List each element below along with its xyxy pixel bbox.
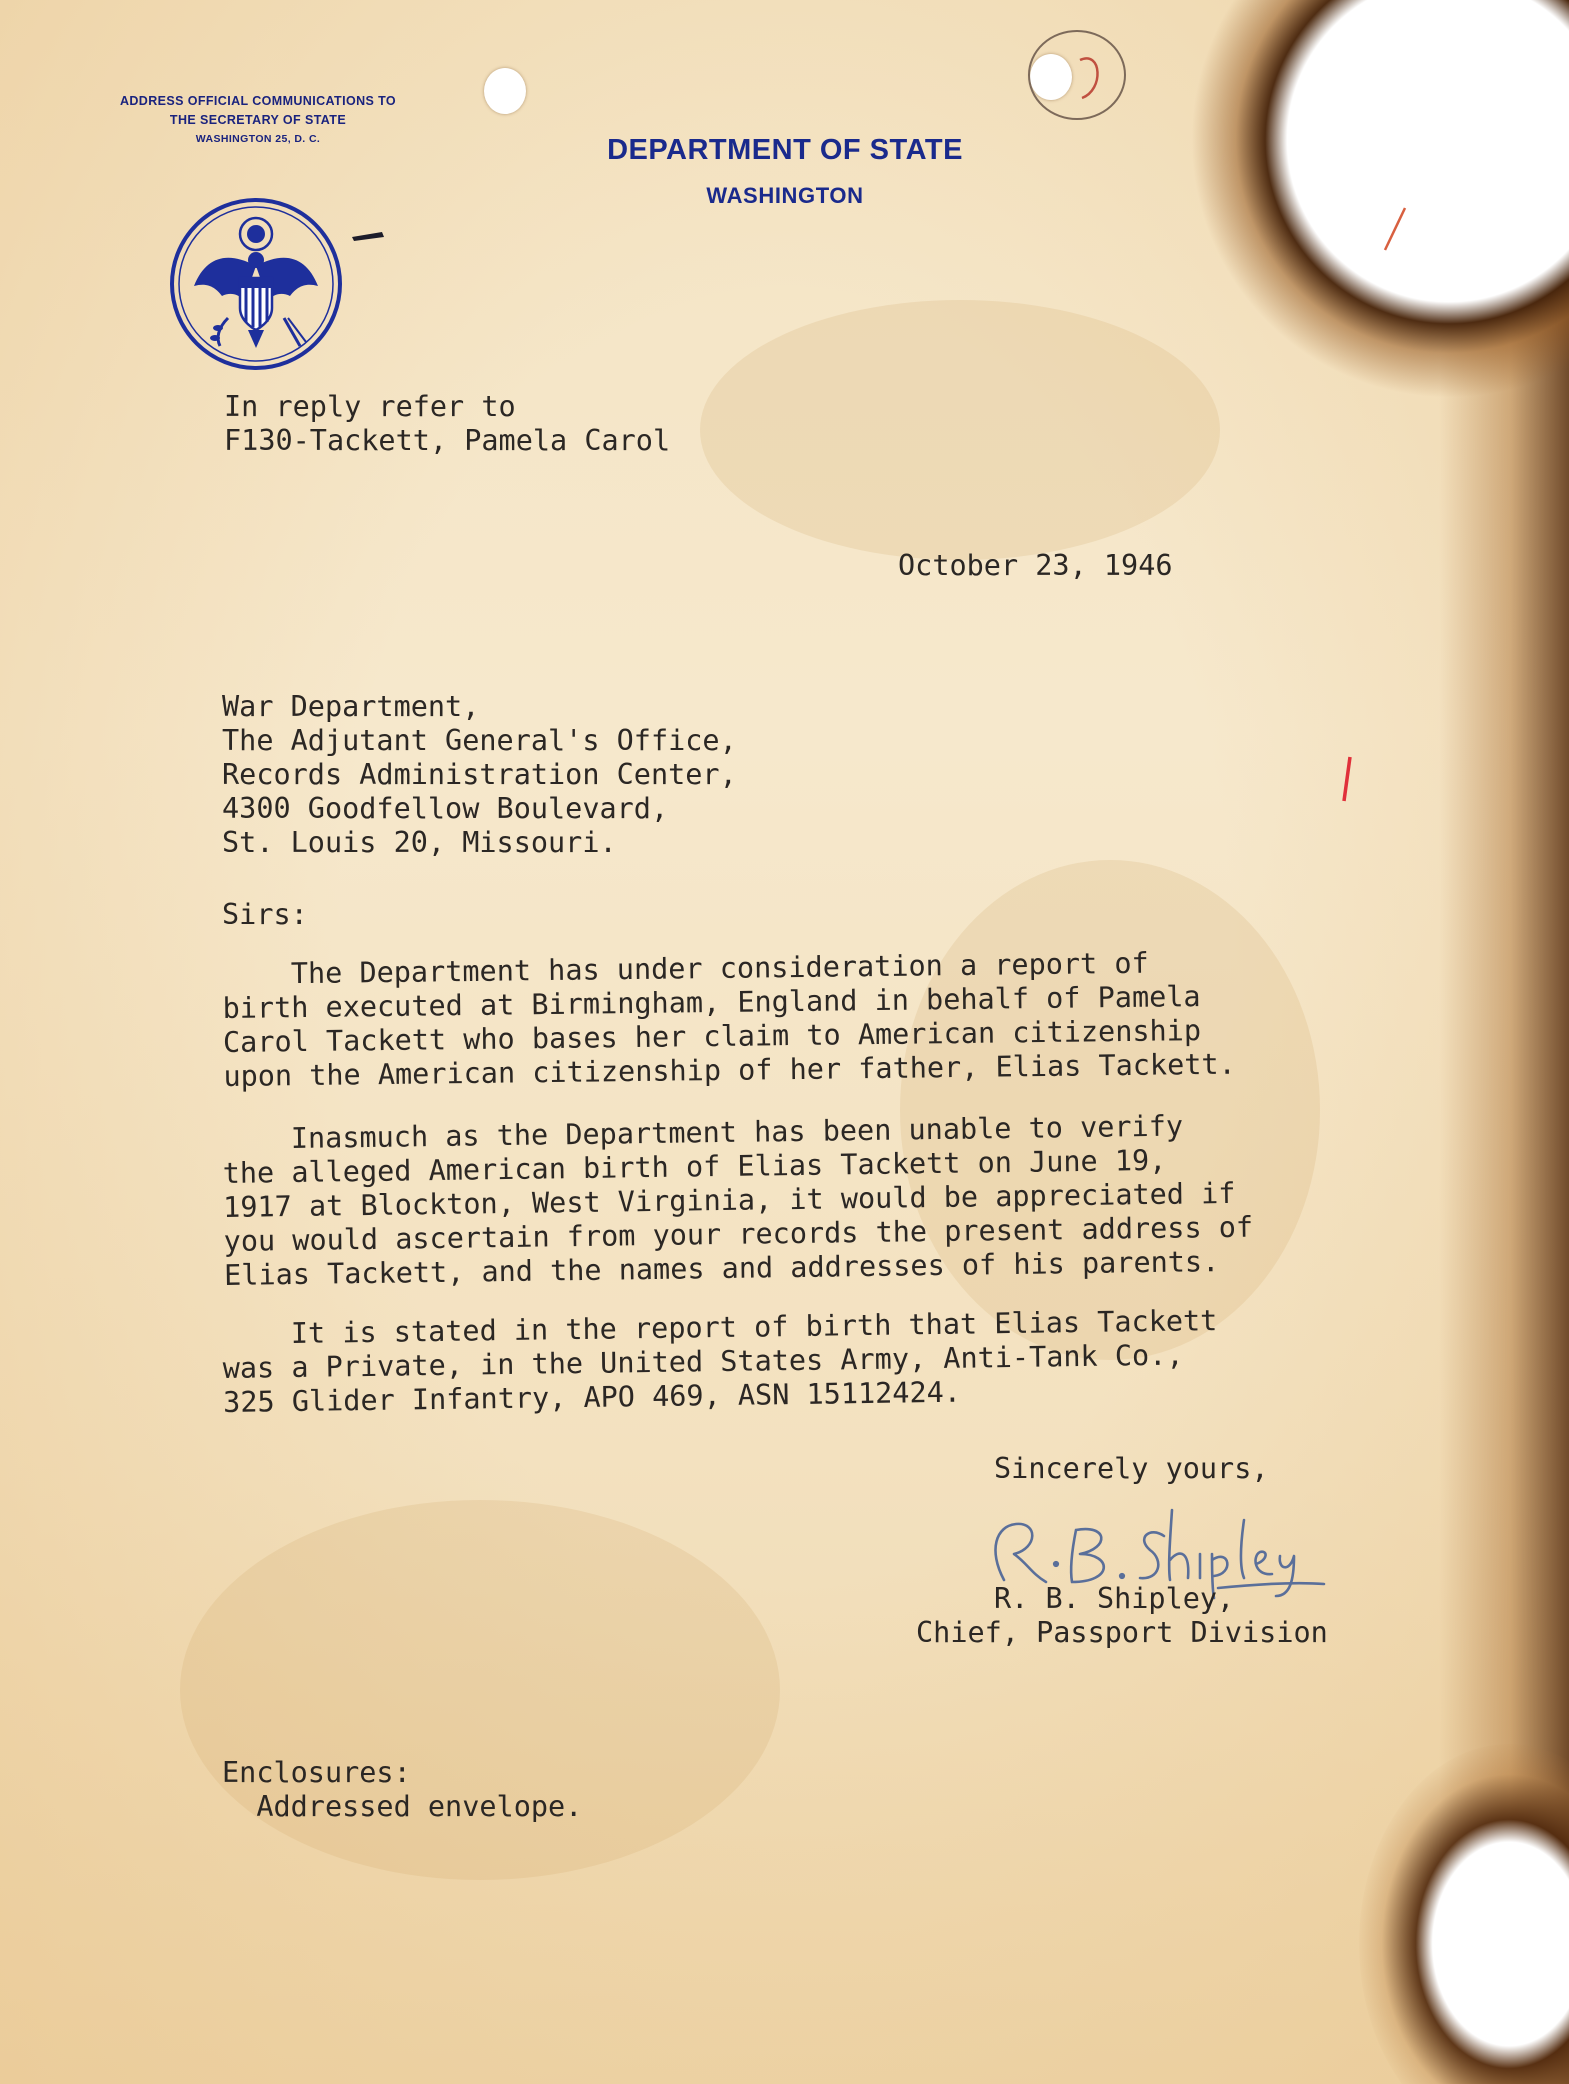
recipient-address xyxy=(222,690,737,860)
body-paragraph-1 xyxy=(222,946,1236,1094)
paragraph-line: was a Private, in the United States Army, Anti-Tank Co., xyxy=(222,1338,1184,1385)
paragraph-line: birth executed at Birmingham, England in behalf of Pamela xyxy=(222,980,1201,1025)
great-seal-icon xyxy=(168,196,344,372)
ink-smudge xyxy=(350,228,386,242)
reference-line: In reply refer to xyxy=(224,390,516,423)
red-pencil-mark xyxy=(1375,200,1435,260)
paragraph-line: It is stated in the report of birth that Elias Tackett xyxy=(222,1304,1218,1351)
department-city: WASHINGTON xyxy=(706,183,864,208)
body-paragraph-3 xyxy=(222,1304,1219,1420)
letterhead-note-line: THE SECRETARY OF STATE xyxy=(169,113,347,128)
letterhead-address-note xyxy=(78,92,438,147)
letterhead-note-line: WASHINGTON 25, D. C. xyxy=(195,132,321,145)
letterhead-note-line: ADDRESS OFFICIAL COMMUNICATIONS TO xyxy=(119,94,397,108)
burn-edge-bottom-right xyxy=(1359,1744,1569,2084)
paragraph-line: Carol Tackett who bases her claim to American citizenship xyxy=(222,1014,1202,1059)
body-paragraph-2 xyxy=(222,1109,1254,1293)
burn-edge-right xyxy=(1439,0,1569,2084)
salutation: Sirs: xyxy=(222,898,308,931)
recipient-line: Records Administration Center, xyxy=(222,758,737,791)
paper-stain xyxy=(700,300,1220,560)
paragraph-line: Inasmuch as the Department has been unable to verify xyxy=(222,1109,1184,1156)
recipient-line: St. Louis 20, Missouri. xyxy=(222,826,617,859)
recipient-line: The Adjutant General's Office, xyxy=(222,724,737,757)
enclosures-label: Enclosures: xyxy=(222,1756,411,1789)
paragraph-line: Elias Tackett, and the names and addresses of his parents. xyxy=(223,1245,1220,1292)
red-pencil-tick xyxy=(1340,755,1354,805)
paragraph-line: 325 Glider Infantry, APO 469, ASN 15112424. xyxy=(222,1375,962,1419)
paragraph-line: the alleged American birth of Elias Tackett on June 19, xyxy=(222,1143,1167,1190)
punch-hole-left xyxy=(484,68,526,114)
department-title: DEPARTMENT OF STATE xyxy=(607,134,963,166)
enclosures xyxy=(222,1756,582,1824)
reply-reference xyxy=(224,390,670,458)
reference-file-number: F130-Tackett, Pamela Carol xyxy=(224,424,671,457)
closing: Sincerely yours, xyxy=(994,1452,1269,1485)
recipient-line: War Department, xyxy=(222,690,480,723)
enclosure-item: Addressed envelope. xyxy=(222,1790,583,1823)
paragraph-line: you would ascertain from your records the present address of xyxy=(223,1210,1254,1258)
signer-name: R. B. Shipley, xyxy=(994,1582,1235,1615)
paragraph-line: 1917 at Blockton, West Virginia, it would be appreciated if xyxy=(222,1176,1236,1224)
paragraph-line: upon the American citizenship of her father, Elias Tackett. xyxy=(223,1047,1236,1093)
recipient-line: 4300 Goodfellow Boulevard, xyxy=(222,792,669,825)
pencil-circle-mark xyxy=(1022,20,1132,130)
paragraph-line: The Department has under consideration a report of xyxy=(222,946,1149,991)
signer-title: Chief, Passport Division xyxy=(916,1616,1328,1649)
letter-date: October 23, 1946 xyxy=(898,549,1173,582)
